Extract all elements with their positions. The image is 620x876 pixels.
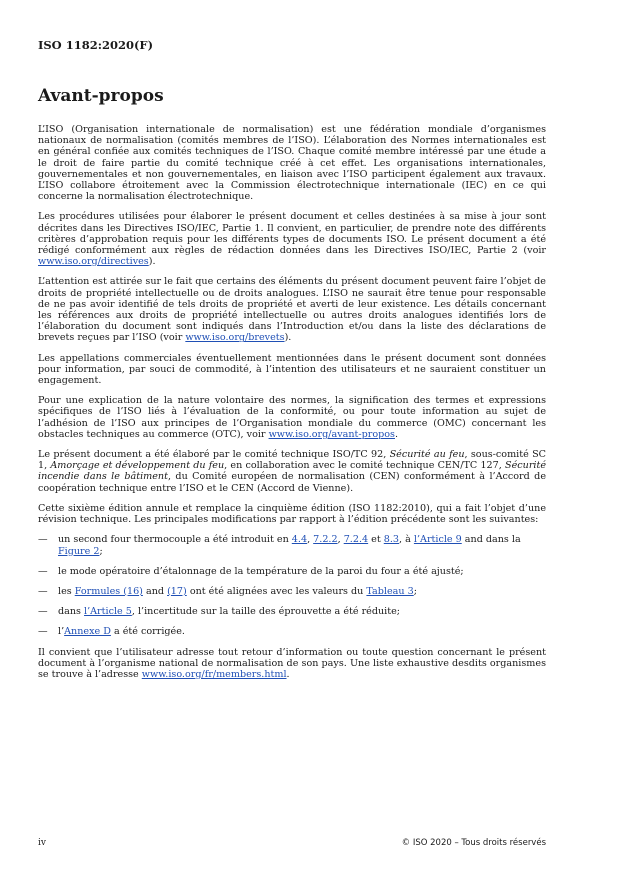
link-members[interactable]: www.iso.org/fr/members.html	[141, 668, 287, 680]
link-article-5[interactable]: l’Article 5	[84, 606, 132, 618]
paragraph-text: L’attention est attirée sur le fait que certains des éléments du présent document peuvent faire l’objet de droits de propriété intellectuelle ou de droits analogues. L’ISO ne saurait être tenue pour responsable de ne pas avoir identifié de tels droits de propriété et averti de leur existence. Les détails concernant les références aux droits de propriété intellectuelle ou autres droits analogues identifiés lors de l’élaboration du document sont indiqués dans l’Introduction et/ou dans la liste des déclarations de brevets reçues par l’ISO (voir	[38, 276, 546, 344]
paragraph-text: Pour une explication de la nature volontaire des normes, la signification des termes et expressions spécifiques de l’ISO liés à l’évaluation de la conformité, ou pour toute information au sujet de l’adhésion de l’ISO aux principes de l’Organisation mondiale du commerce (OMC) concernant les obstacles techniques au commerce (OTC), voir	[38, 395, 546, 440]
text-part: ,	[307, 534, 314, 546]
text-part: l’	[58, 626, 65, 638]
list-dash: —	[38, 626, 48, 638]
list-dash: —	[38, 534, 48, 546]
text-part: and dans la	[461, 534, 521, 546]
paragraph-end: ).	[148, 256, 156, 268]
paragraph-feedback	[38, 647, 546, 681]
list-item-text	[58, 586, 417, 597]
list-item	[38, 586, 546, 597]
text-part: , sous-comité SC 1,	[38, 449, 547, 472]
link-annexe-d[interactable]: Annexe D	[64, 626, 111, 638]
text-part: dans	[58, 606, 85, 618]
list-item	[38, 566, 546, 577]
link-directives[interactable]: www.iso.org/directives	[38, 256, 149, 268]
link-figure-2[interactable]: Figure 2	[58, 545, 100, 557]
paragraph-edition: Cette sixième édition annule et remplace la cinquième édition (ISO 1182:2010), qui a fait l’objet d’une révision technique. Les principales modifications par rapport à l’édition précédente sont les suivantes:	[38, 502, 546, 526]
link-avant-propos[interactable]: www.iso.org/avant-propos	[268, 428, 395, 440]
section-title: Avant-propos	[38, 86, 164, 106]
paragraph-iso-intro: L’ISO (Organisation internationale de normalisation) est une fédération mondiale d’organismes nationaux de normalisation (comités membres de l’ISO). L’élaboration des Normes internationales est en général confiée aux comités techniques de l’ISO. Chaque comité membre intéressé par une étude a le droit de faire partie du comité technique créé à cet effet. Les organisations internationales, gouvernementales et non gouvernementales, en liaison avec l’ISO participent également aux travaux. L’ISO collabore étroitement avec la Commission électrotechnique internationale (IEC) en ce qui concerne la normalisation électrotechnique.	[38, 124, 546, 203]
link-formule-16[interactable]: Formules (16)	[74, 585, 143, 597]
page-number: iv	[38, 838, 46, 848]
list-item	[38, 534, 546, 556]
paragraph-text: Les procédures utilisées pour élaborer le présent document et celles destinées à sa mise à jour sont décrites dans les Directives ISO/IEC, Partie 1. Il convient, en particulier, de prendre note des différents critères d’approbation requis pour les différents types de documents ISO. Le présent document a été rédigé conformément aux règles de rédaction données dans les Directives ISO/IEC, Partie 2 (voir	[38, 211, 546, 257]
list-item-text	[58, 606, 400, 617]
paragraph-voluntary	[38, 395, 546, 440]
list-item	[38, 606, 546, 617]
text-part: ;	[99, 545, 103, 557]
paragraph-trade-names: Les appellations commerciales éventuellement mentionnées dans le présent document sont données pour information, par souci de commodité, à l’intention des utilisateurs et ne sauraient constituer un engagement.	[38, 352, 546, 387]
link-4-4[interactable]: 4.4	[291, 534, 308, 546]
document-id: ISO 1182:2020(F)	[38, 38, 154, 52]
paragraph-text: Il convient que l’utilisateur adresse tout retour d’information ou toute question concernant le présent document à l’organisme national de normalisation de son pays. Une liste exhaustive desdits organismes se trouve à l’adresse	[38, 646, 546, 680]
subcommittee-title: Amorçage et développement du feu	[50, 460, 225, 472]
text-part: , du Comité européen de normalisation (CEN) conformément à l’Accord de coopération technique entre l’ISO et le CEN (Accord de Vienne).	[38, 471, 546, 494]
list-item	[38, 626, 546, 637]
text-part: les	[58, 585, 75, 597]
foreword-body	[38, 124, 546, 689]
list-dash: —	[38, 565, 48, 577]
list-dash: —	[38, 585, 48, 597]
text-part: and	[142, 585, 168, 597]
text-part: Le présent document a été élaboré par le comité technique ISO/TC 92,	[38, 449, 390, 461]
text-part: ,	[337, 534, 344, 546]
text-part: a été corrigée.	[110, 626, 185, 638]
text-part: et	[368, 534, 384, 546]
committee-title: Sécurité au feu	[389, 449, 465, 461]
link-brevets[interactable]: www.iso.org/brevets	[185, 332, 285, 344]
paragraph-patents	[38, 276, 546, 343]
link-tableau-3[interactable]: Tableau 3	[366, 585, 414, 597]
list-item-text	[58, 534, 546, 556]
copyright-notice: © ISO 2020 – Tous droits réservés	[401, 838, 546, 848]
text-part: , en collaboration avec le comité technique CEN/TC 127,	[224, 460, 506, 472]
link-8-3[interactable]: 8.3	[383, 534, 400, 546]
text-part: un second four thermocouple a été introduit en	[58, 534, 292, 546]
paragraph-end: .	[286, 668, 290, 680]
link-7-2-2[interactable]: 7.2.2	[313, 534, 338, 546]
list-item-text	[58, 626, 185, 637]
link-7-2-4[interactable]: 7.2.4	[343, 534, 369, 546]
list-dash: —	[38, 606, 48, 618]
paragraph-end: .	[394, 428, 399, 440]
text-part: , l’incertitude sur la taille des éprouvette a été réduite;	[131, 606, 401, 618]
link-formule-17[interactable]: (17)	[167, 585, 187, 597]
text-part: ont été alignées avec les valeurs du	[186, 585, 367, 597]
text-part: ;	[413, 585, 417, 597]
paragraph-committee	[38, 449, 546, 494]
paragraph-end: ).	[284, 332, 292, 344]
paragraph-procedures	[38, 211, 546, 267]
text-part: , à	[399, 534, 414, 546]
list-item-text: le mode opératoire d’étalonnage de la température de la paroi du four a été ajusté;	[58, 565, 464, 577]
link-article-9[interactable]: l’Article 9	[413, 534, 462, 546]
cen-committee-title: Sécurité incendie dans le bâtiment	[38, 460, 547, 483]
